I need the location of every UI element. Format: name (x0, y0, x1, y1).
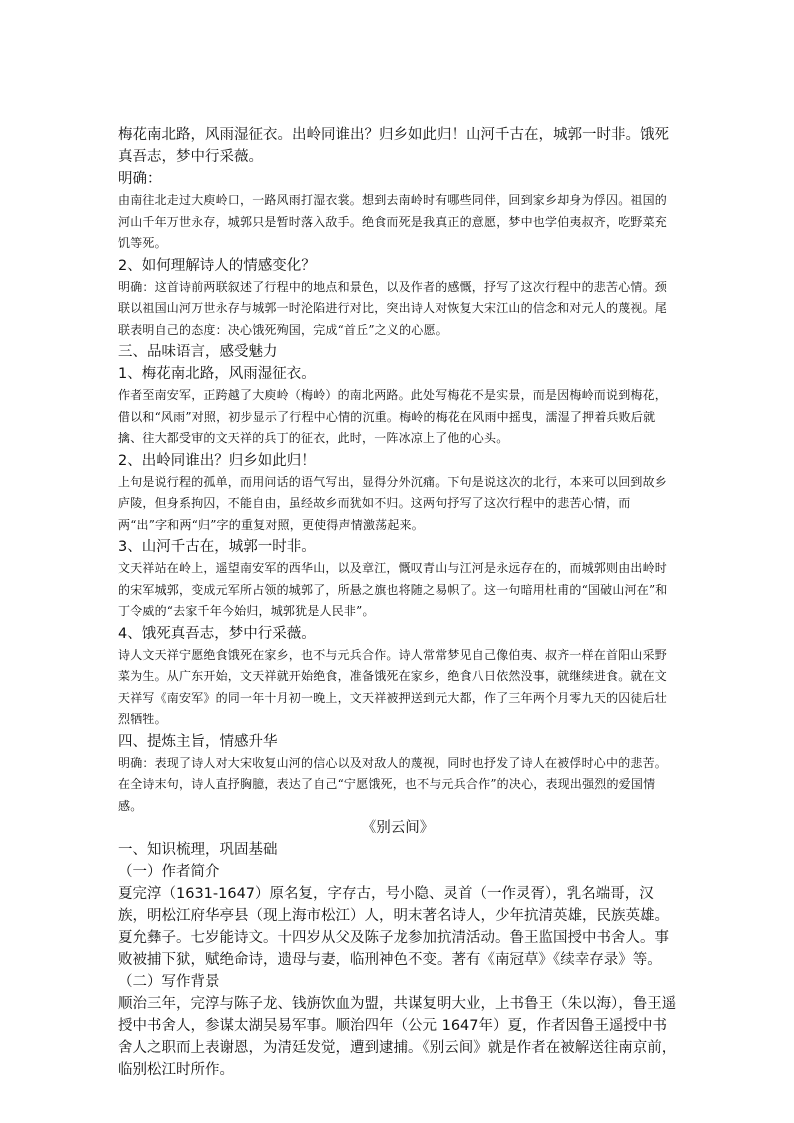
paragraph: 明确：这首诗前两联叙述了行程中的地点和景色，以及作者的感慨，抒写了这次行程中的悲苦心情。颈联以祖国山河万世永存与城郭一时沦陷进行对比，突出诗人对恢复大宋江山的信念和对元人的蔑视。尾联表明自己的态度：决心饿死殉国，完成“首丘”之义的心愿。 (118, 279, 668, 337)
paragraph: （一）作者简介 (118, 864, 220, 880)
paragraph: 作者至南安军，正跨越了大庾岭（梅岭）的南北两路。此处写梅花不是实景，而是因梅岭而说到梅花，借以和“风雨”对照，初步显示了行程中心情的沉重。梅岭的梅花在风雨中摇曳，濡湿了押着兵败后就擒、往大都受审的文天祥的兵丁的征衣，此时，一阵冰凉上了他的心头。 (118, 388, 668, 445)
paragraph: 明确： (118, 171, 162, 187)
paragraph: 四、提炼主旨，情感升华 (118, 733, 278, 750)
paragraph: 梅花南北路，风雨湿征衣。出岭同谁出？归乡如此归！山河千古在，城郭一时非。饿死真吾志，梦中行采薇。 (118, 127, 669, 165)
paragraph: 1、梅花南北路，风雨湿征衣。 (118, 366, 316, 382)
paragraph: 诗人文天祥宁愿绝食饿死在家乡，也不与元兵合作。诗人常常梦见自己像伯夷、叔齐一样在首阳山采野菜为生。从广东开始，文天祥就开始绝食，准备饿死在家乡，绝食八日依然没事，就继续进食。就在文天祥写《南安军》的同一年十月初一晚上，文天祥被押送到元大都，作了三年两个月零九天的囚徒后壮烈牺牲。 (118, 647, 668, 726)
paragraph: 顺治三年，完淳与陈子龙、钱旃饮血为盟，共谋复明大业，上书鲁王（朱以海），鲁王遥授中书舍人，参谋太湖吴易军事。顺治四年（公元 1647年）夏，作者因鲁王遥授中书舍人之职而上表谢恩，为清廷发觉，遭到逮捕。《别云间》就是作者在被解送往南京前，临别松江时所作。 (118, 996, 677, 1078)
paragraph: 明确：表现了诗人对大宋收复山河的信心以及对敌人的蔑视，同时也抒发了诗人在被俘时心中的悲苦。在全诗末句，诗人直抒胸臆，表达了自己“宁愿饿死，也不与元兵合作”的决心，表现出强烈的爱国情感。 (118, 755, 668, 813)
paragraph: 2、如何理解诗人的情感变化？ (118, 257, 316, 274)
paragraph: （二）写作背景 (118, 974, 220, 990)
paragraph: 文天祥站在岭上，遥望南安军的西华山，以及章江，慨叹青山与江河是永远存在的，而城郭则由出岭时的宋军城郭，变成元军所占领的城郭了，所悬之旗也将随之易帜了。这一句暗用杜甫的“国破山河在”和丁令威的“去家千年今始归，城郭犹是人民非”。 (118, 561, 668, 618)
paragraph: 3、山河千古在，城郭一时非。 (118, 539, 316, 555)
paragraph: 《别云间》 (361, 820, 435, 836)
paragraph: 夏完淳（1631-1647）原名复，字存古，号小隐、灵首（一作灵胥），乳名端哥，汉族，明松江府华亭县（现上海市松江）人，明末著名诗人，少年抗清英雄，民族英雄。夏允彝子。七岁能诗文。十四岁从父及陈子龙参加抗清活动。鲁王监国授中书舍人。事败被捕下狱，赋绝命诗，遗母与妻，临刑神色不变。著有《南冠草》《续幸存录》等。 (118, 886, 669, 968)
paragraph: 一、知识梳理，巩固基础 (118, 842, 278, 858)
paragraph: 4、饿死真吾志，梦中行采薇。 (118, 625, 316, 642)
paragraph: 上句是说行程的孤单，而用问话的语气写出，显得分外沉痛。下句是说这次的北行，本来可以回到故乡庐陵，但身系拘囚，不能自由，虽经故乡而犹如不归。这两句抒写了这次行程中的悲苦心情，而两“出”字和两“归”字的重复对照，更使得声情激荡起来。 (118, 474, 668, 532)
paragraph: 2、出岭同谁出？归乡如此归！ (118, 452, 316, 469)
paragraph: 三、品味语言，感受魅力 (118, 344, 278, 360)
document-page (118, 124, 678, 1081)
paragraph: 由南往北走过大庾岭口，一路风雨打湿衣裳。想到去南岭时有哪些同伴，回到家乡却身为俘囚。祖国的河山千年万世永存，城郭只是暂时落入敌手。绝食而死是我真正的意愿，梦中也学伯夷叔齐，吃野菜充饥等死。 (118, 193, 668, 250)
